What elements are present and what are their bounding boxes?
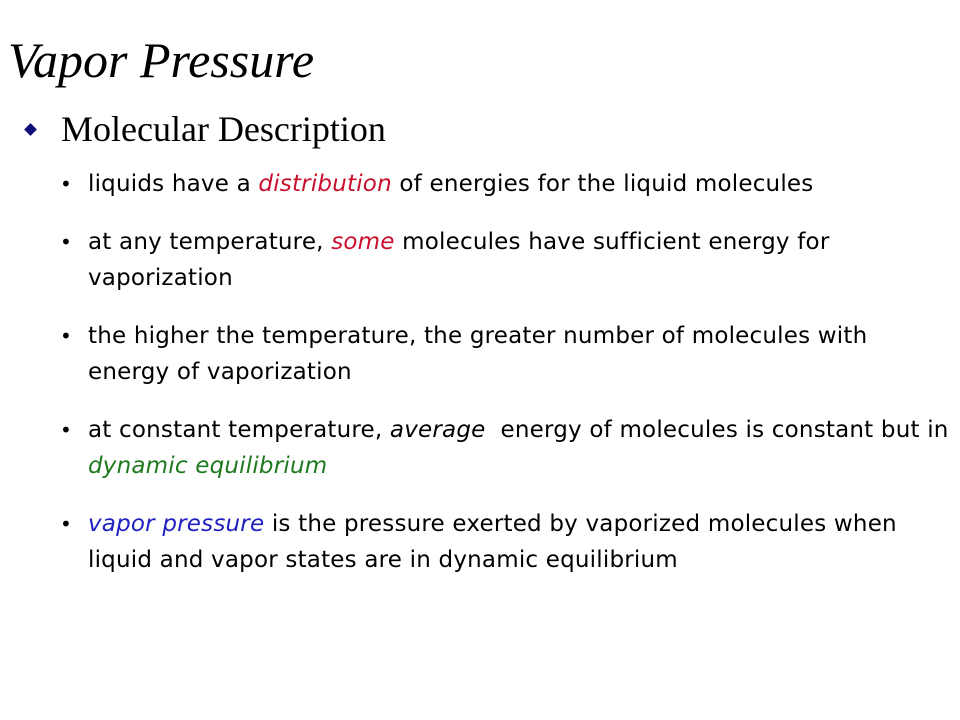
diamond-icon — [24, 123, 37, 136]
bullet-text: molecules have sufficient energy for vaporization — [88, 229, 830, 291]
bullet-text: of energies for the liquid molecules — [391, 171, 814, 197]
bullet-dot-icon: • — [60, 324, 72, 348]
heading-row — [24, 108, 386, 150]
bullet-text: at constant temperature, — [88, 417, 390, 443]
bullet-item — [60, 318, 950, 390]
emphasis-distribution: distribution — [258, 171, 392, 197]
emphasis-average: average — [389, 417, 486, 443]
bullet-item — [60, 506, 950, 578]
section-heading: Molecular Description — [61, 109, 386, 149]
bullet-dot-icon: • — [60, 512, 72, 536]
bullet-text: the higher the temperature, the greater number of molecules with energy of vaporization — [88, 323, 868, 385]
bullet-item — [60, 166, 950, 202]
emphasis-some: some — [331, 229, 395, 255]
bullet-text: liquids have a — [88, 171, 259, 197]
bullet-text: energy of molecules is constant but in — [485, 417, 957, 443]
emphasis-vapor-pressure: vapor pressure — [88, 511, 265, 537]
bullet-list — [60, 166, 957, 600]
slide-title: Vapor Pressure — [8, 32, 315, 88]
bullet-dot-icon: • — [60, 418, 72, 442]
bullet-dot-icon: • — [60, 230, 72, 254]
bullet-text: at any temperature, — [88, 229, 332, 255]
bullet-text: is the pressure exerted by vaporized molecules when liquid and vapor states are in dynamic equilibrium — [88, 511, 897, 573]
bullet-item — [60, 412, 957, 484]
bullet-item — [60, 224, 950, 296]
emphasis-dynamic-equilibrium: dynamic equilibrium — [88, 453, 328, 479]
bullet-dot-icon: • — [60, 172, 72, 196]
